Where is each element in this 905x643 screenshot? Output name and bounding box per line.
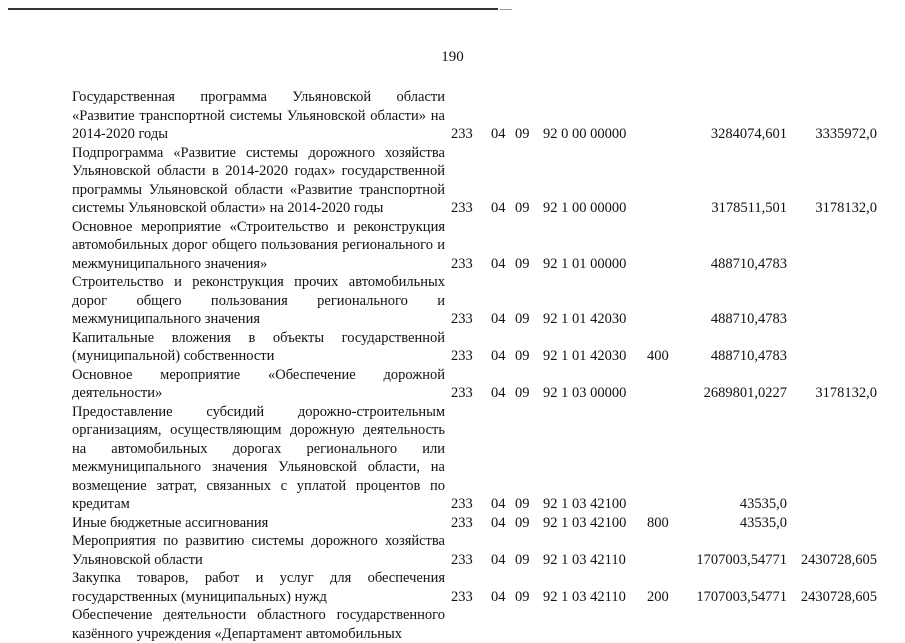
section-code: 04 — [491, 348, 506, 364]
target-article-code: 92 1 01 42030 — [543, 311, 627, 327]
row-name: Основное мероприятие «Обеспечение дорожной деятельности» — [72, 366, 445, 401]
row-name: Подпрограмма «Развитие системы дорожного хозяйства Ульяновской области в 2014-2020 годах» государственной программы Ульяновской области «Развитие транспортной системы Ульяновской области» на 2014-2020 годы — [72, 144, 445, 216]
table-row — [72, 366, 877, 403]
table-row — [72, 144, 877, 218]
row-name: Предоставление субсидий дорожно-строительным организациям, осуществляющим дорожную деятельность на автомобильных дорогах регионального или межмуниципального значения Ульяновской области, на возмещение затрат, связанных с уплатой процентов по кредитам — [72, 403, 445, 512]
table-row — [72, 273, 877, 329]
target-article-code: 92 1 03 42100 — [543, 514, 627, 531]
expense-type-code — [647, 88, 677, 144]
expense-type-code: 400 — [647, 348, 669, 364]
admin-code: 233 — [451, 200, 473, 216]
row-name: Закупка товаров, работ и услуг для обеспечения государственных (муниципальных) нужд — [72, 570, 445, 605]
table-row — [72, 569, 877, 606]
admin-code: 233 — [451, 551, 473, 568]
subsection-code: 09 — [515, 126, 530, 142]
section-code — [491, 606, 515, 643]
admin-code: 233 — [451, 311, 473, 327]
table-row — [72, 218, 877, 274]
subsection-code: 09 — [515, 311, 530, 327]
expense-type-code — [647, 144, 677, 218]
table-row — [72, 514, 877, 533]
expense-type-code — [647, 532, 677, 569]
amount-year-2: 2430728,605 — [800, 551, 877, 568]
target-article-code: 92 1 03 42110 — [543, 551, 626, 568]
admin-code — [445, 606, 491, 643]
subsection-code: 09 — [515, 551, 530, 568]
expense-type-code — [647, 273, 677, 329]
amount-year-1: 3178511,501 — [711, 200, 787, 216]
table-row — [72, 606, 877, 643]
amount-year-1: 488710,4783 — [710, 311, 787, 327]
admin-code: 233 — [451, 496, 473, 512]
subsection-code — [515, 606, 543, 643]
row-name: Мероприятия по развитию системы дорожного хозяйства Ульяновской области — [72, 533, 445, 568]
expense-type-code: 200 — [647, 588, 669, 605]
target-article-code: 92 0 00 00000 — [543, 126, 627, 142]
section-code: 04 — [491, 255, 506, 272]
amount-year-1: 43535,0 — [739, 514, 787, 531]
budget-table — [72, 88, 877, 643]
target-article-code: 92 1 01 42030 — [543, 348, 627, 364]
amount-year-1: 488710,4783 — [710, 348, 787, 364]
amount-year-1: 1707003,54771 — [696, 551, 787, 568]
amount-year-2 — [787, 606, 877, 643]
row-name: Капитальные вложения в объекты государственной (муниципальной) собственности — [72, 329, 445, 364]
section-code: 04 — [491, 311, 506, 327]
target-article-code: 92 1 00 00000 — [543, 200, 627, 216]
expense-type-code: 800 — [647, 514, 669, 531]
target-article-code — [543, 606, 647, 643]
section-code: 04 — [491, 551, 506, 568]
amount-year-1: 43535,0 — [739, 496, 787, 512]
subsection-code: 09 — [515, 385, 530, 401]
admin-code: 233 — [451, 588, 473, 605]
section-code: 04 — [491, 496, 506, 512]
expense-type-code — [647, 606, 677, 643]
target-article-code: 92 1 03 42110 — [543, 588, 626, 605]
section-code: 04 — [491, 588, 506, 605]
admin-code: 233 — [451, 255, 473, 272]
table-row — [72, 403, 877, 514]
row-name: Государственная программа Ульяновской области «Развитие транспортной системы Ульяновской области» на 2014-2020 годы — [72, 89, 445, 142]
table-row — [72, 532, 877, 569]
target-article-code: 92 1 03 42100 — [543, 496, 627, 512]
amount-year-1 — [677, 606, 787, 643]
table-row — [72, 88, 877, 144]
subsection-code: 09 — [515, 200, 530, 216]
subsection-code: 09 — [515, 588, 530, 605]
admin-code: 233 — [451, 385, 473, 401]
target-article-code: 92 1 03 00000 — [543, 385, 627, 401]
amount-year-1: 3284074,601 — [710, 126, 787, 142]
subsection-code: 09 — [515, 348, 530, 364]
top-rule-tail — [500, 9, 512, 10]
expense-type-code — [647, 403, 677, 514]
subsection-code: 09 — [515, 255, 530, 272]
row-name: Строительство и реконструкция прочих автомобильных дорог общего пользования регионального и межмуниципального значения — [72, 274, 445, 327]
amount-year-2 — [787, 218, 877, 274]
top-rule — [8, 8, 498, 10]
admin-code: 233 — [451, 514, 473, 531]
target-article-code: 92 1 01 00000 — [543, 255, 627, 272]
amount-year-2 — [787, 273, 877, 329]
amount-year-2 — [787, 329, 877, 366]
amount-year-2: 3335972,0 — [815, 126, 877, 142]
amount-year-1: 2689801,0227 — [703, 385, 787, 401]
row-name: Основное мероприятие «Строительство и реконструкция автомобильных дорог общего пользования регионального и межмуниципального значения» — [72, 218, 445, 272]
amount-year-1: 1707003,54771 — [696, 588, 787, 605]
amount-year-2 — [787, 403, 877, 514]
amount-year-2 — [787, 514, 877, 533]
section-code: 04 — [491, 126, 506, 142]
amount-year-2: 2430728,605 — [800, 588, 877, 605]
amount-year-1: 488710,4783 — [710, 255, 787, 272]
section-code: 04 — [491, 385, 506, 401]
page-number: 190 — [441, 49, 464, 65]
expense-type-code — [647, 218, 677, 274]
expense-type-code — [647, 366, 677, 403]
table-row — [72, 329, 877, 366]
section-code: 04 — [491, 200, 506, 216]
row-name: Иные бюджетные ассигнования — [72, 514, 269, 531]
admin-code: 233 — [451, 126, 473, 142]
admin-code: 233 — [451, 348, 473, 364]
row-name: Обеспечение деятельности областного государственного казённого учреждения «Департамент автомобильных — [72, 607, 445, 642]
subsection-code: 09 — [515, 496, 530, 512]
amount-year-2: 3178132,0 — [815, 385, 877, 401]
subsection-code: 09 — [515, 514, 530, 531]
section-code: 04 — [491, 514, 506, 531]
amount-year-2: 3178132,0 — [815, 200, 877, 216]
